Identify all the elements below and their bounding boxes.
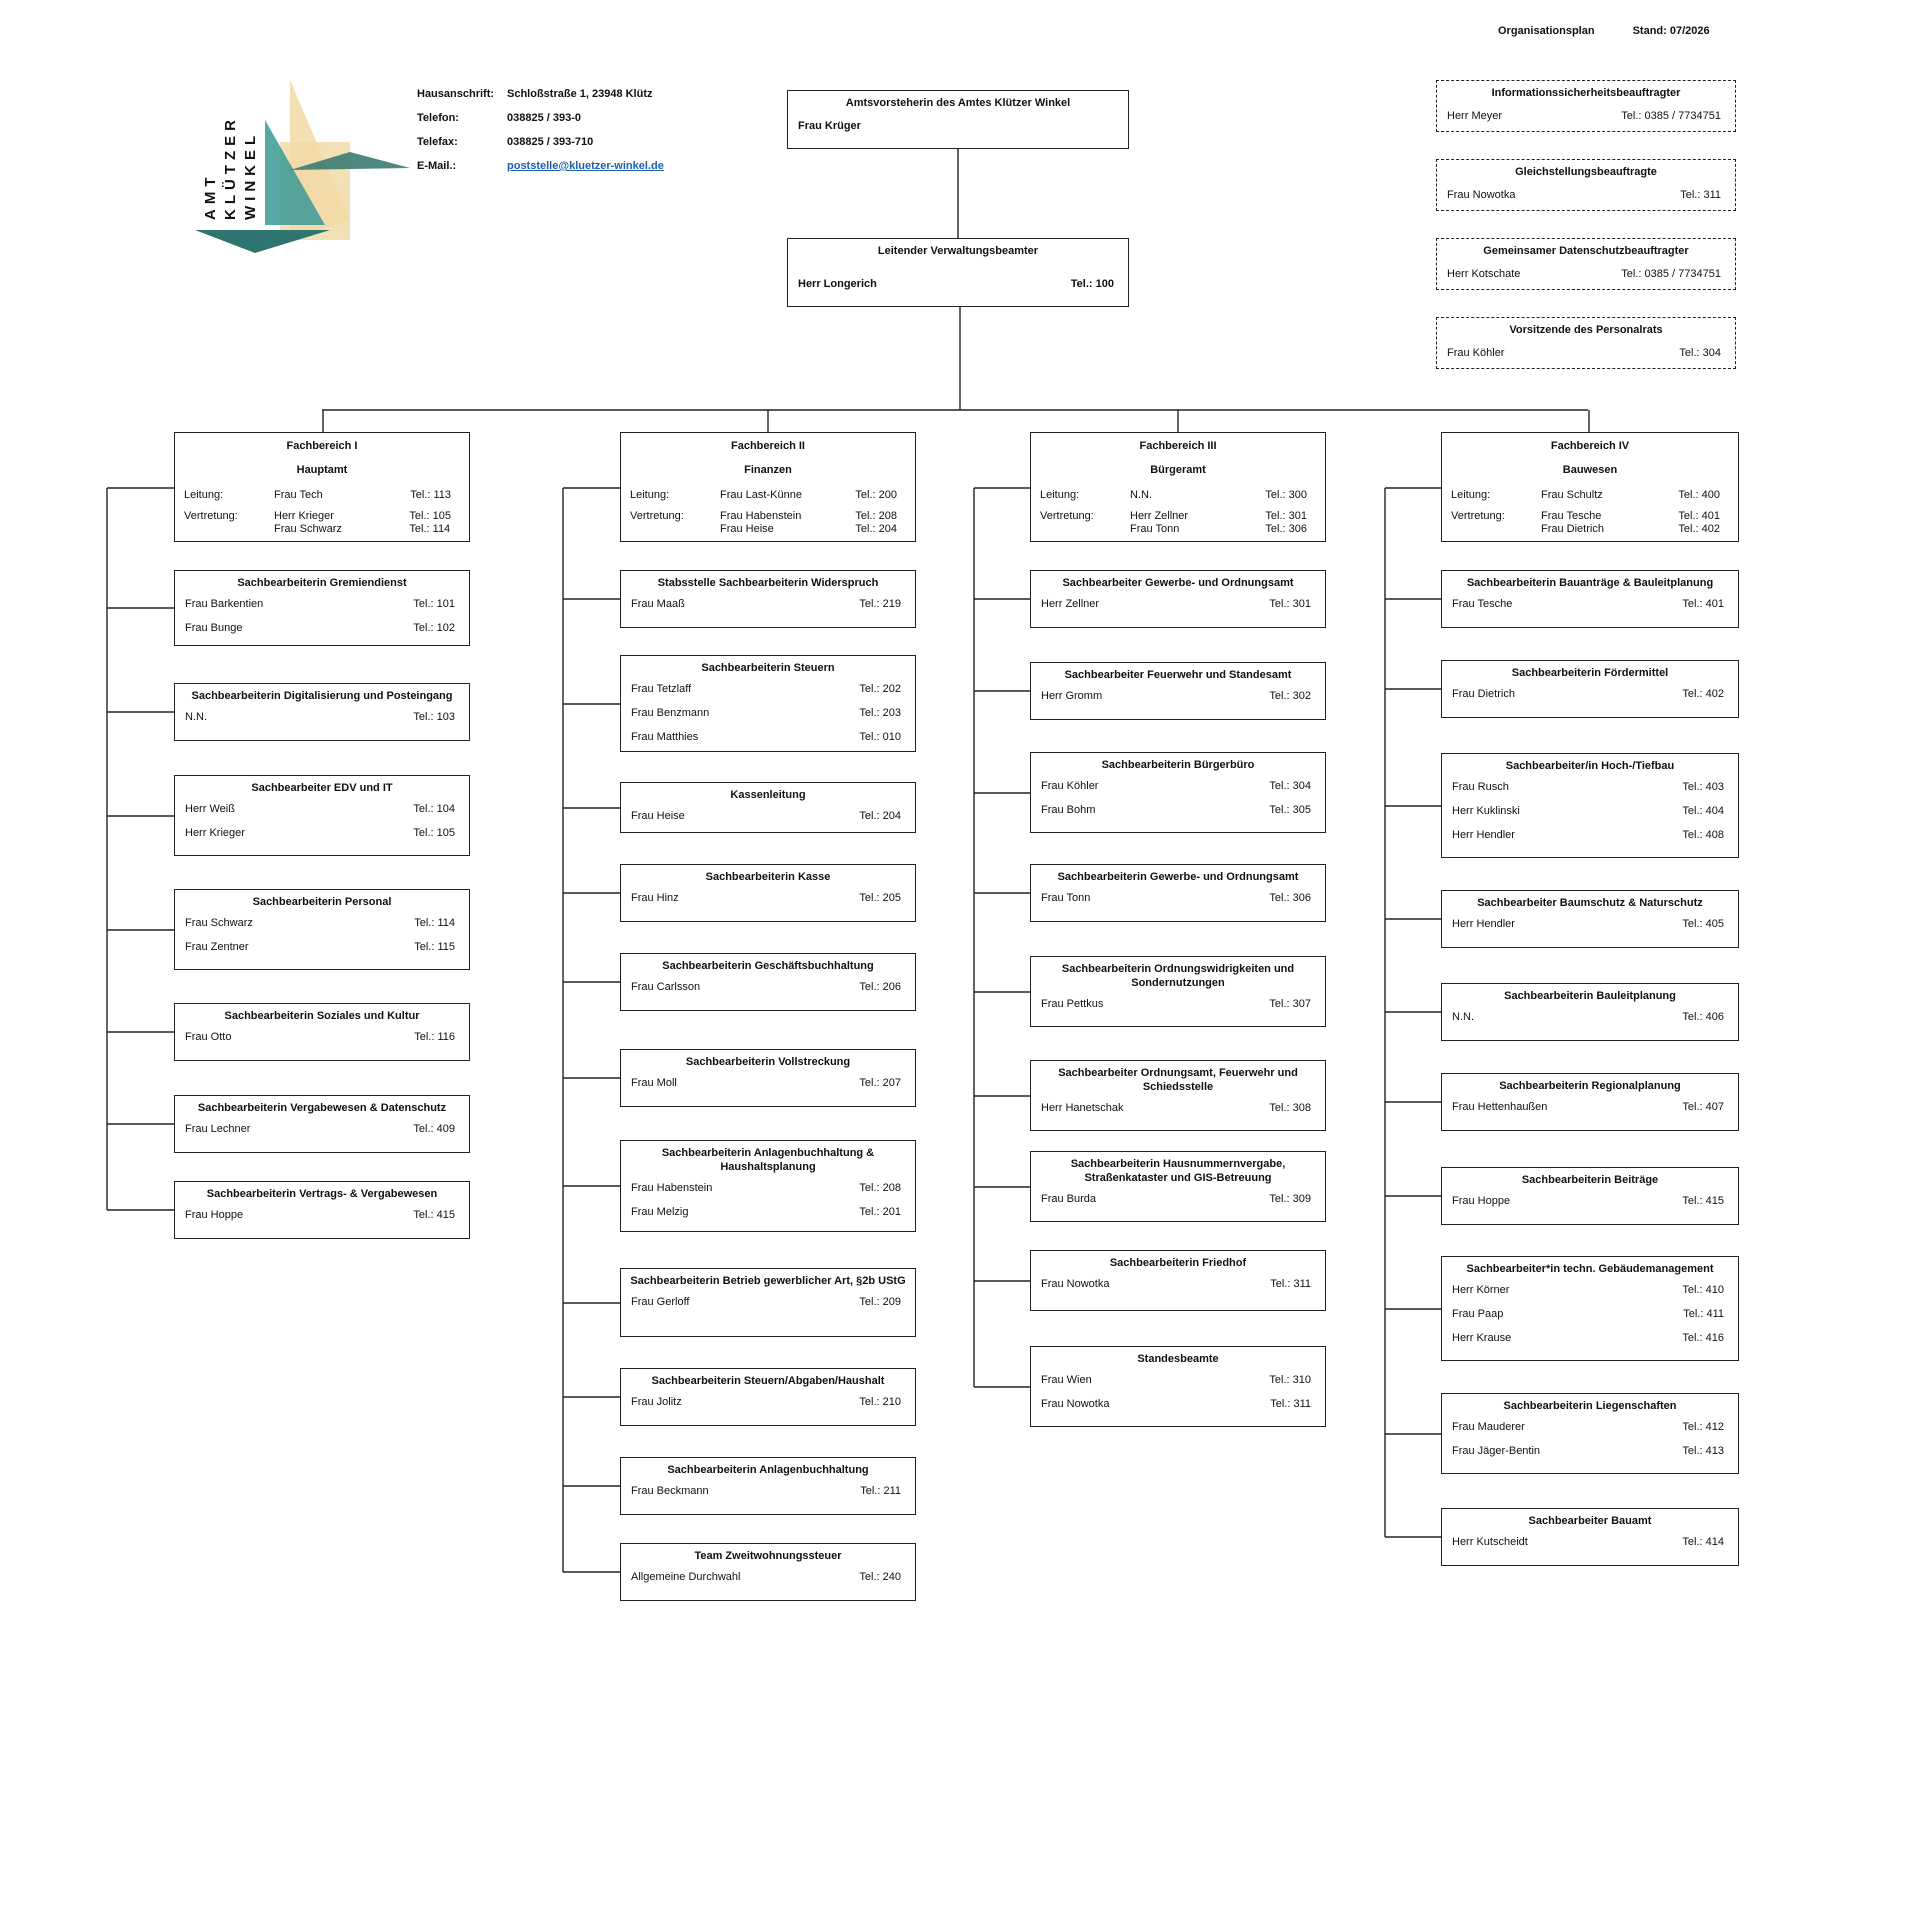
person-tel: Tel.: 116 bbox=[414, 1031, 455, 1043]
unit-box bbox=[1441, 660, 1739, 718]
person-tel: Tel.: 115 bbox=[414, 941, 455, 953]
person-name: Frau Melzig bbox=[631, 1206, 689, 1218]
unit-title: Sachbearbeiterin Friedhof bbox=[1109, 1257, 1247, 1269]
person-tel: Tel.: 100 bbox=[1070, 278, 1114, 290]
svg-text:WINKEL: WINKEL bbox=[242, 130, 259, 220]
unit-title: Sachbearbeiterin Hausnummernvergabe, Straßenkataster und GIS-Betreuung bbox=[1070, 1158, 1286, 1184]
person-tel: Tel.: 207 bbox=[859, 1077, 901, 1089]
person-name: Frau Tonn bbox=[1041, 892, 1091, 904]
unit-title: Sachbearbeiter Feuerwehr und Standesamt bbox=[1064, 669, 1292, 681]
unit-box bbox=[620, 1368, 916, 1426]
person-name: Herr Hanetschak bbox=[1041, 1102, 1124, 1114]
person-name: Frau Hoppe bbox=[1452, 1195, 1511, 1207]
person-tel: Tel.: 010 bbox=[859, 731, 901, 743]
staff-role-box bbox=[1436, 159, 1736, 211]
person-name: Frau Bohm bbox=[1041, 804, 1096, 816]
unit-box bbox=[1030, 662, 1326, 720]
person-name: Frau Heise bbox=[631, 810, 685, 822]
staff-role-box bbox=[1436, 80, 1736, 132]
vertretung-name: Herr Krieger bbox=[274, 510, 334, 522]
person-tel: Tel.: 405 bbox=[1682, 918, 1724, 930]
unit-title: Sachbearbeiterin Regionalplanung bbox=[1499, 1080, 1681, 1092]
person-name: Frau Schwarz bbox=[185, 917, 253, 929]
person-name: Frau Nowotka bbox=[1041, 1278, 1110, 1290]
unit-title: Sachbearbeiterin Anlagenbuchhaltung & Haushaltsplanung bbox=[661, 1147, 875, 1173]
fachbereich-header-box bbox=[620, 432, 916, 542]
person-tel: Tel.: 210 bbox=[859, 1396, 901, 1408]
person-name: Frau Dietrich bbox=[1452, 688, 1515, 700]
person-name: Frau Matthies bbox=[631, 731, 699, 743]
person-name: Frau Mauderer bbox=[1452, 1421, 1525, 1433]
unit-title: Sachbearbeiterin Fördermittel bbox=[1511, 667, 1669, 679]
leitung-name: Frau Tech bbox=[274, 488, 323, 501]
person-tel: Tel.: 311 bbox=[1270, 1278, 1311, 1290]
unit-box bbox=[1441, 890, 1739, 948]
person-name: Frau Tetzlaff bbox=[631, 683, 692, 695]
person-tel: Tel.: 304 bbox=[1269, 780, 1311, 792]
box-title: Informationssicherheitsbeauftragter bbox=[1491, 87, 1681, 99]
amtsvorsteherin-box bbox=[787, 90, 1129, 149]
person-name: N.N. bbox=[185, 711, 207, 723]
person-name: Frau Gerloff bbox=[631, 1296, 690, 1308]
leitung-tel: Tel.: 113 bbox=[410, 488, 451, 501]
unit-title: Sachbearbeiter Gewerbe- und Ordnungsamt bbox=[1062, 577, 1294, 589]
person-tel: Tel.: 301 bbox=[1269, 598, 1311, 610]
fachbereich-header-box bbox=[1030, 432, 1326, 542]
person-name: Herr Körner bbox=[1452, 1284, 1510, 1296]
unit-title: Sachbearbeiterin Gewerbe- und Ordnungsamt bbox=[1057, 871, 1299, 883]
unit-box bbox=[1030, 956, 1326, 1027]
fachbereich-name: Fachbereich III bbox=[1139, 440, 1217, 452]
unit-box bbox=[620, 864, 916, 922]
unit-box bbox=[1441, 983, 1739, 1041]
leitender-verwaltungsbeamter-box bbox=[787, 238, 1129, 307]
person-tel: Tel.: 407 bbox=[1682, 1101, 1724, 1113]
person-tel: Tel.: 411 bbox=[1683, 1308, 1724, 1320]
unit-title: Sachbearbeiter/in Hoch-/Tiefbau bbox=[1505, 760, 1675, 772]
unit-title: Sachbearbeiterin Beiträge bbox=[1521, 1174, 1659, 1186]
unit-box bbox=[174, 1003, 470, 1061]
vertretung-label: Vertretung: bbox=[1451, 510, 1505, 522]
person-tel: Tel.: 310 bbox=[1269, 1374, 1311, 1386]
unit-box bbox=[1441, 753, 1739, 858]
leitung-tel: Tel.: 200 bbox=[855, 488, 897, 501]
person-tel: Tel.: 104 bbox=[413, 803, 455, 815]
person-tel: Tel.: 406 bbox=[1682, 1011, 1724, 1023]
person-name: Frau Beckmann bbox=[631, 1485, 709, 1497]
unit-title: Sachbearbeiterin Vollstreckung bbox=[685, 1056, 851, 1068]
person-name: Herr Krause bbox=[1452, 1332, 1512, 1344]
unit-box bbox=[1441, 1508, 1739, 1566]
unit-box bbox=[174, 1095, 470, 1153]
unit-box bbox=[1441, 1073, 1739, 1131]
fachbereich-name: Fachbereich IV bbox=[1550, 440, 1630, 452]
person-tel: Tel.: 202 bbox=[859, 683, 901, 695]
unit-box bbox=[620, 1049, 916, 1107]
unit-box bbox=[1030, 570, 1326, 628]
fachbereich-sub: Finanzen bbox=[744, 464, 792, 476]
unit-title: Sachbearbeiter Baumschutz & Naturschutz bbox=[1477, 897, 1703, 909]
person-name: Herr Zellner bbox=[1041, 598, 1100, 610]
unit-box bbox=[1441, 570, 1739, 628]
unit-box bbox=[174, 775, 470, 856]
person-name: Allgemeine Durchwahl bbox=[631, 1571, 741, 1583]
person-tel: Tel.: 410 bbox=[1682, 1284, 1724, 1296]
unit-box bbox=[1030, 1346, 1326, 1427]
person-tel: Tel.: 240 bbox=[859, 1571, 901, 1583]
fachbereich-header-box bbox=[174, 432, 470, 542]
unit-title: Sachbearbeiterin Kasse bbox=[705, 871, 831, 883]
vertretung-tel: Tel.: 105 bbox=[409, 510, 451, 522]
person-name: Frau Habenstein bbox=[631, 1182, 713, 1194]
person-tel: Tel.: 101 bbox=[413, 598, 455, 610]
unit-title: Sachbearbeiterin Geschäftsbuchhaltung bbox=[662, 960, 874, 972]
person-name: Herr Longerich bbox=[798, 278, 877, 290]
vertretung-name: Frau Schwarz bbox=[274, 523, 342, 535]
person-name: Frau Jäger-Bentin bbox=[1452, 1445, 1541, 1457]
person-tel: Tel.: 415 bbox=[413, 1209, 455, 1221]
person-name: Herr Hendler bbox=[1452, 829, 1515, 841]
contact-fax: Telefax: 038825 / 393-710 bbox=[417, 136, 594, 148]
person-name: Herr Kutscheidt bbox=[1452, 1536, 1528, 1548]
person-tel: Tel.: 219 bbox=[859, 598, 901, 610]
person-tel: Tel.: 103 bbox=[413, 711, 455, 723]
unit-box bbox=[1030, 1151, 1326, 1222]
contact-phone: Telefon: 038825 / 393-0 bbox=[417, 112, 582, 124]
unit-title: Sachbearbeiterin Steuern/Abgaben/Haushalt bbox=[651, 1375, 885, 1387]
leitung-name: N.N. bbox=[1130, 488, 1152, 501]
unit-title: Sachbearbeiterin Bürgerbüro bbox=[1101, 759, 1255, 771]
person-name: Frau Burda bbox=[1041, 1193, 1097, 1205]
leitung-name: Frau Last-Künne bbox=[720, 488, 802, 501]
person-tel: Tel.: 408 bbox=[1682, 829, 1724, 841]
unit-title: Sachbearbeiterin Ordnungswidrigkeiten und Sondernutzungen bbox=[1061, 963, 1295, 989]
document-title: Organisationsplan bbox=[1498, 25, 1595, 37]
vertretung-tel: Tel.: 204 bbox=[855, 523, 897, 535]
fachbereich-name: Fachbereich I bbox=[286, 440, 358, 452]
person-tel: Tel.: 404 bbox=[1682, 805, 1724, 817]
box-title: Leitender Verwaltungsbeamter bbox=[877, 245, 1039, 257]
leitung-label: Leitung: bbox=[1451, 488, 1491, 501]
unit-title: Sachbearbeiterin Gremiendienst bbox=[237, 577, 407, 589]
svg-text:KLÜTZER: KLÜTZER bbox=[222, 115, 239, 220]
unit-box bbox=[174, 570, 470, 646]
unit-box bbox=[620, 1268, 916, 1337]
unit-box bbox=[1030, 1060, 1326, 1131]
person-tel: Tel.: 309 bbox=[1269, 1193, 1311, 1205]
stand-date: Stand: 07/2026 bbox=[1632, 25, 1710, 37]
person-name: Frau Hoppe bbox=[185, 1209, 244, 1221]
person-name: Frau Hettenhaußen bbox=[1452, 1101, 1548, 1113]
person-tel: Tel.: 311 bbox=[1680, 189, 1721, 201]
email-link[interactable]: poststelle@kluetzer-winkel.de bbox=[507, 160, 664, 172]
unit-title: Sachbearbeiterin Anlagenbuchhaltung bbox=[667, 1464, 869, 1476]
person-name: Frau Hinz bbox=[631, 892, 679, 904]
unit-title: Sachbearbeiterin Soziales und Kultur bbox=[224, 1010, 420, 1022]
person-tel: Tel.: 209 bbox=[859, 1296, 901, 1308]
person-name: Herr Meyer bbox=[1447, 110, 1503, 122]
unit-box bbox=[1030, 1250, 1326, 1311]
contact-email: E-Mail.: poststelle@kluetzer-winkel.de bbox=[417, 160, 664, 184]
fachbereich-name: Fachbereich II bbox=[731, 440, 805, 452]
person-tel: Tel.: 105 bbox=[413, 827, 455, 839]
person-name: Frau Zentner bbox=[185, 941, 249, 953]
person-tel: Tel.: 201 bbox=[859, 1206, 901, 1218]
unit-title: Stabsstelle Sachbearbeiterin Widerspruch bbox=[657, 577, 879, 589]
unit-box bbox=[620, 782, 916, 833]
unit-title: Sachbearbeiter Bauamt bbox=[1528, 1515, 1652, 1527]
unit-box bbox=[1030, 752, 1326, 833]
person-tel: Tel.: 409 bbox=[413, 1123, 455, 1135]
person-name: Frau Benzmann bbox=[631, 707, 710, 719]
svg-text:AMT: AMT bbox=[202, 172, 219, 220]
unit-title: Sachbearbeiter EDV und IT bbox=[251, 782, 393, 794]
person-tel: Tel.: 403 bbox=[1682, 781, 1724, 793]
person-name: Frau Köhler bbox=[1041, 780, 1099, 792]
unit-title: Sachbearbeiter*in techn. Gebäudemanagement bbox=[1466, 1263, 1714, 1275]
person-tel: Tel.: 204 bbox=[859, 810, 901, 822]
leitung-name: Frau Schultz bbox=[1541, 488, 1603, 501]
person-name: Frau Rusch bbox=[1452, 781, 1509, 793]
vertretung-name: Herr Zellner bbox=[1130, 510, 1189, 522]
person-name: Frau Wien bbox=[1041, 1374, 1092, 1386]
leitung-label: Leitung: bbox=[630, 488, 670, 501]
person-tel: Tel.: 102 bbox=[413, 622, 455, 634]
person-name: Herr Kotschate bbox=[1447, 268, 1521, 280]
person-tel: Tel.: 203 bbox=[859, 707, 901, 719]
vertretung-label: Vertretung: bbox=[1040, 510, 1094, 522]
vertretung-name: Frau Heise bbox=[720, 523, 774, 535]
unit-title: Sachbearbeiterin Digitalisierung und Posteingang bbox=[191, 690, 453, 702]
unit-box bbox=[174, 889, 470, 970]
unit-title: Sachbearbeiterin Steuern bbox=[701, 662, 835, 674]
leitung-tel: Tel.: 300 bbox=[1265, 488, 1307, 501]
vertretung-tel: Tel.: 301 bbox=[1265, 510, 1307, 522]
person-tel: Tel.: 413 bbox=[1682, 1445, 1724, 1457]
box-title: Amtsvorsteherin des Amtes Klützer Winkel bbox=[845, 97, 1071, 109]
person-tel: Tel.: 306 bbox=[1269, 892, 1311, 904]
person-name: Herr Gromm bbox=[1041, 690, 1103, 702]
unit-box bbox=[1030, 864, 1326, 922]
unit-title: Sachbearbeiterin Betrieb gewerblicher Art, §2b UStG bbox=[630, 1275, 906, 1287]
person-name: Herr Krieger bbox=[185, 827, 245, 839]
unit-title: Sachbearbeiterin Vertrags- & Vergabewesen bbox=[206, 1188, 438, 1200]
person-tel: Tel.: 0385 / 7734751 bbox=[1621, 268, 1721, 280]
contact-address: Hausanschrift: Schloßstraße 1, 23948 Klütz bbox=[417, 88, 653, 100]
unit-title: Standesbeamte bbox=[1137, 1353, 1219, 1365]
vertretung-name: Frau Dietrich bbox=[1541, 523, 1604, 535]
vertretung-name: Frau Tesche bbox=[1541, 510, 1602, 522]
unit-box bbox=[1441, 1393, 1739, 1474]
unit-box bbox=[620, 655, 916, 752]
staff-role-box bbox=[1436, 317, 1736, 369]
person-tel: Tel.: 412 bbox=[1682, 1421, 1724, 1433]
person-name: Herr Hendler bbox=[1452, 918, 1515, 930]
person-tel: Tel.: 402 bbox=[1682, 688, 1724, 700]
person-tel: Tel.: 304 bbox=[1679, 347, 1721, 359]
person-tel: Tel.: 311 bbox=[1270, 1398, 1311, 1410]
person-tel: Tel.: 308 bbox=[1269, 1102, 1311, 1114]
unit-box bbox=[1441, 1256, 1739, 1361]
person-name: Frau Barkentien bbox=[185, 598, 264, 610]
document-header bbox=[1498, 25, 1710, 37]
vertretung-name: Frau Tonn bbox=[1130, 523, 1180, 535]
leitung-label: Leitung: bbox=[184, 488, 224, 501]
unit-box bbox=[620, 1457, 916, 1515]
unit-title: Sachbearbeiterin Bauleitplanung bbox=[1504, 990, 1676, 1002]
unit-title: Sachbearbeiterin Bauanträge & Bauleitplanung bbox=[1466, 577, 1714, 589]
person-tel: Tel.: 0385 / 7734751 bbox=[1621, 110, 1721, 122]
vertretung-tel: Tel.: 401 bbox=[1678, 510, 1720, 522]
person-name: Frau Pettkus bbox=[1041, 998, 1104, 1010]
person-name: Frau Carlsson bbox=[631, 981, 701, 993]
person-tel: Tel.: 414 bbox=[1682, 1536, 1724, 1548]
unit-title: Sachbearbeiterin Liegenschaften bbox=[1503, 1400, 1677, 1412]
leitung-label: Leitung: bbox=[1040, 488, 1080, 501]
person-name: Frau Tesche bbox=[1452, 598, 1513, 610]
person-tel: Tel.: 211 bbox=[860, 1485, 901, 1497]
unit-box bbox=[620, 1543, 916, 1601]
unit-box bbox=[620, 1140, 916, 1232]
contact-block bbox=[417, 88, 664, 184]
fachbereich-sub: Bürgeramt bbox=[1150, 464, 1206, 476]
fachbereich-sub: Bauwesen bbox=[1562, 464, 1618, 476]
unit-title: Sachbearbeiter Ordnungsamt, Feuerwehr und Schiedsstelle bbox=[1058, 1067, 1298, 1093]
box-title: Vorsitzende des Personalrats bbox=[1509, 324, 1663, 336]
vertretung-tel: Tel.: 114 bbox=[409, 523, 451, 535]
vertretung-tel: Tel.: 306 bbox=[1265, 523, 1307, 535]
person-tel: Tel.: 114 bbox=[414, 917, 455, 929]
person-name: Herr Kuklinski bbox=[1452, 805, 1520, 817]
box-title: Gemeinsamer Datenschutzbeauftragter bbox=[1483, 245, 1689, 257]
leitung-tel: Tel.: 400 bbox=[1678, 488, 1720, 501]
person-name: Frau Maaß bbox=[631, 598, 685, 610]
unit-title: Kassenleitung bbox=[730, 789, 806, 801]
fachbereich-sub: Hauptamt bbox=[296, 464, 348, 476]
amt-kluetzer-winkel-logo bbox=[190, 80, 415, 255]
person-name: Frau Bunge bbox=[185, 622, 243, 634]
person-name: Frau Nowotka bbox=[1041, 1398, 1110, 1410]
vertretung-label: Vertretung: bbox=[630, 510, 684, 522]
vertretung-label: Vertretung: bbox=[184, 510, 238, 522]
person-name: Herr Weiß bbox=[185, 803, 235, 815]
person-name: Frau Krüger bbox=[798, 120, 861, 132]
unit-title: Team Zweitwohnungssteuer bbox=[694, 1550, 842, 1562]
person-tel: Tel.: 415 bbox=[1682, 1195, 1724, 1207]
person-tel: Tel.: 307 bbox=[1269, 998, 1311, 1010]
unit-box bbox=[620, 570, 916, 628]
box-title: Gleichstellungsbeauftragte bbox=[1515, 166, 1657, 178]
person-name: Frau Otto bbox=[185, 1031, 232, 1043]
person-name: Frau Lechner bbox=[185, 1123, 251, 1135]
person-tel: Tel.: 305 bbox=[1269, 804, 1311, 816]
person-tel: Tel.: 206 bbox=[859, 981, 901, 993]
vertretung-tel: Tel.: 402 bbox=[1678, 523, 1720, 535]
unit-title: Sachbearbeiterin Personal bbox=[252, 896, 392, 908]
fachbereich-header-box bbox=[1441, 432, 1739, 542]
person-name: Frau Köhler bbox=[1447, 347, 1505, 359]
unit-box bbox=[174, 1181, 470, 1239]
unit-box bbox=[620, 953, 916, 1011]
person-tel: Tel.: 205 bbox=[859, 892, 901, 904]
unit-box bbox=[174, 683, 470, 741]
person-name: N.N. bbox=[1452, 1011, 1474, 1023]
person-tel: Tel.: 208 bbox=[859, 1182, 901, 1194]
person-name: Frau Paap bbox=[1452, 1308, 1504, 1320]
unit-box bbox=[1441, 1167, 1739, 1225]
staff-role-box bbox=[1436, 238, 1736, 290]
person-name: Frau Jolitz bbox=[631, 1396, 682, 1408]
person-name: Frau Nowotka bbox=[1447, 189, 1516, 201]
person-tel: Tel.: 416 bbox=[1682, 1332, 1724, 1344]
unit-title: Sachbearbeiterin Vergabewesen & Datenschutz bbox=[197, 1102, 447, 1114]
vertretung-tel: Tel.: 208 bbox=[855, 510, 897, 522]
person-tel: Tel.: 302 bbox=[1269, 690, 1311, 702]
person-tel: Tel.: 401 bbox=[1682, 598, 1724, 610]
person-name: Frau Moll bbox=[631, 1077, 677, 1089]
vertretung-name: Frau Habenstein bbox=[720, 510, 802, 522]
